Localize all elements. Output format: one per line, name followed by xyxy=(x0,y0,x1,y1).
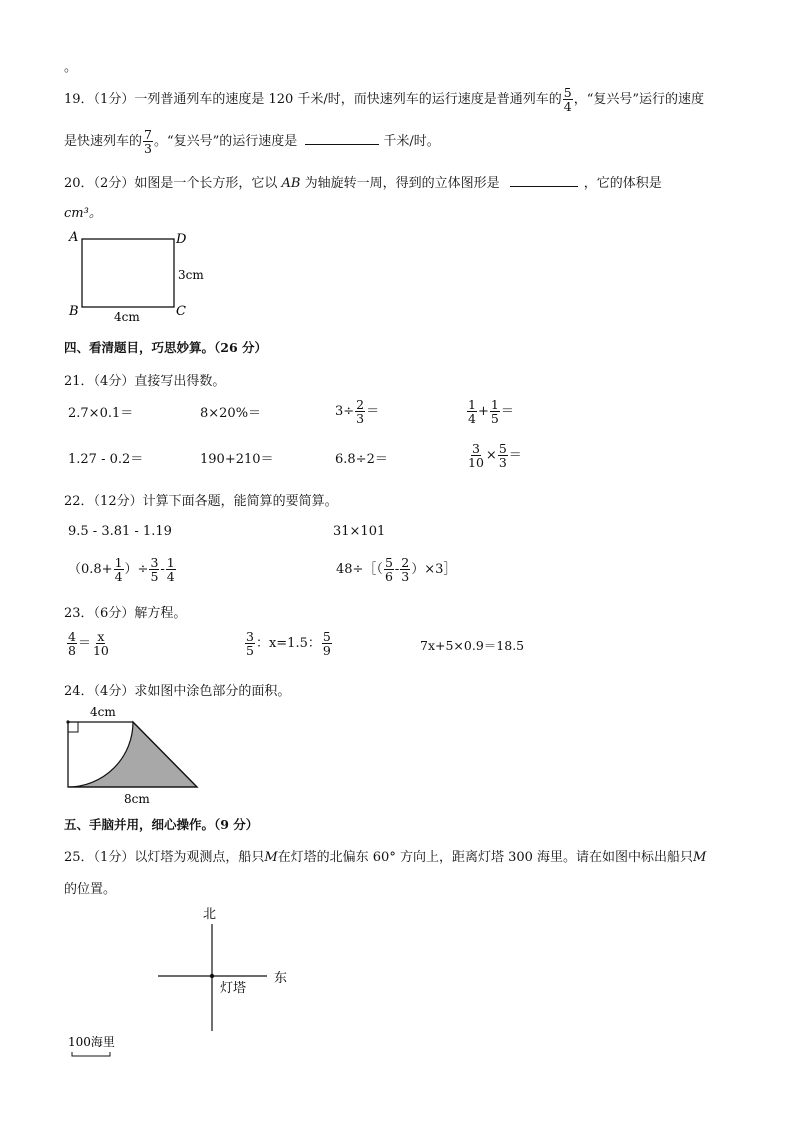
vertex-label: B xyxy=(69,304,79,319)
question-text: ，它的体积是 xyxy=(583,176,662,191)
side-length-label: 4cm xyxy=(114,310,140,324)
north-label: 北 xyxy=(203,907,217,922)
fraction: $\frac{1}{4}$ xyxy=(468,397,476,427)
fraction: $\frac{3}{5}$ xyxy=(150,555,159,585)
calc-expression: 9.5 - 3.81 - 1.19 xyxy=(68,524,172,539)
calc-item: 3÷ $\frac{2}{3}$ ＝ xyxy=(335,397,380,427)
question-number: 20． xyxy=(64,176,94,191)
question-points: （4分） xyxy=(93,374,135,389)
question-number: 21． xyxy=(64,374,94,389)
calc-item: $\frac{1}{4}$ + $\frac{1}{5}$ ＝ xyxy=(468,397,514,427)
top-length-label: 4cm xyxy=(90,705,116,719)
fraction: $\frac{1}{5}$ xyxy=(490,397,499,427)
fraction: $\frac{5}{4}$ xyxy=(563,85,572,115)
calc-expression: 48÷［（ $\frac{5}{6}$ - $\frac{2}{3}$ ）×3］ xyxy=(336,555,457,585)
vertex-label: A xyxy=(69,230,79,245)
question-text: ，“复兴号”运行的速度 xyxy=(573,92,705,108)
question-text: 如图是一个长方形，它以 xyxy=(134,176,278,191)
vertex-label: C xyxy=(176,304,186,319)
question-points: （1分） xyxy=(93,850,135,865)
fraction: $\frac{5}{6}$ xyxy=(384,555,393,585)
fraction: $\frac{7}{3}$ xyxy=(144,127,152,157)
question-20-line-1 xyxy=(64,172,662,191)
fraction: $\frac{5}{3}$ xyxy=(498,441,507,471)
unit-label: cm³。 xyxy=(64,206,102,221)
question-points: （12分） xyxy=(93,494,143,509)
question-text: 解方程。 xyxy=(134,606,187,621)
fraction: $\frac{5}{9}$ xyxy=(322,629,331,659)
stray-punctuation: 。 xyxy=(64,60,78,75)
axis-label: AB xyxy=(281,176,301,191)
center-point xyxy=(66,720,69,723)
fraction: $\frac{1}{4}$ xyxy=(114,555,123,585)
calc-item: $\frac{3}{10}$ × $\frac{5}{3}$ ＝ xyxy=(468,441,522,471)
fraction: $\frac{3}{5}$ xyxy=(246,629,254,659)
equation: $\frac{3}{5}$ ：x=1.5： $\frac{5}{9}$ xyxy=(246,629,331,659)
shaded-area-figure xyxy=(60,702,210,810)
question-24-line xyxy=(64,680,290,699)
lighthouse-label: 灯塔 xyxy=(220,981,247,996)
question-number: 23． xyxy=(64,606,94,621)
calc-expression: 31×101 xyxy=(333,524,386,539)
east-label: 东 xyxy=(274,971,288,986)
fraction: $\frac{4}{8}$ xyxy=(68,629,76,659)
calc-item: 2.7×0.1＝ xyxy=(68,406,134,421)
question-number: 19． xyxy=(64,92,94,108)
answer-blank[interactable] xyxy=(510,172,578,187)
equation: 7x+5×0.9＝18.5 xyxy=(420,638,525,653)
question-points: （6分） xyxy=(93,606,135,621)
fraction: $\frac{x}{10}$ xyxy=(92,629,109,659)
scale-label: 100海里 xyxy=(68,1035,115,1049)
scale-bar xyxy=(72,1052,110,1056)
equation: $\frac{4}{8}$ ＝ $\frac{x}{10}$ xyxy=(68,629,109,659)
question-text: 以灯塔为观测点，船只 xyxy=(134,850,265,865)
question-number: 22． xyxy=(64,494,94,509)
question-text: 一列普通列车的速度是 120 千米/时，而快速列车的运行速度是普通列车的 xyxy=(134,92,562,108)
lighthouse-point xyxy=(210,974,214,978)
fraction: $\frac{2}{3}$ xyxy=(401,555,410,585)
question-text: 求如图中涂色部分的面积。 xyxy=(134,684,291,699)
question-19-line-1 xyxy=(64,86,704,113)
question-21-line xyxy=(64,370,225,389)
question-25-line-2: 的位置。 xyxy=(64,882,117,897)
section-heading: 五、手脑并用，细心操作。（9 分） xyxy=(64,817,259,832)
question-text: 在灯塔的北偏东 60° 方向上，距离灯塔 300 海里。请在如图中标出船只 xyxy=(277,850,694,865)
question-text: 。“复兴号”的运行速度是 xyxy=(153,134,298,150)
calc-expression: （0.8+ $\frac{1}{4}$ ）÷ $\frac{3}{5}$ - $\frac{1}{4}$ xyxy=(68,555,175,585)
question-text: 千米/时。 xyxy=(383,134,440,150)
calc-item: 6.8÷2＝ xyxy=(335,452,388,467)
calc-item: 8×20%＝ xyxy=(200,406,262,421)
fraction: $\frac{3}{10}$ xyxy=(468,441,484,471)
compass-figure[interactable] xyxy=(60,900,320,1065)
question-text: 为轴旋转一周，得到的立体图形是 xyxy=(304,176,500,191)
question-23-line xyxy=(64,602,186,621)
bottom-length-label: 8cm xyxy=(124,792,150,806)
question-number: 24． xyxy=(64,684,94,699)
side-length-label: 3cm xyxy=(178,268,204,282)
rectangle-figure xyxy=(60,225,220,325)
question-points: （1分） xyxy=(93,92,135,108)
ship-label: M xyxy=(693,850,707,865)
section-heading: 四、看清题目，巧思妙算。（26 分） xyxy=(64,340,267,355)
fraction: $\frac{1}{4}$ xyxy=(166,555,175,585)
question-points: （2分） xyxy=(93,176,135,191)
right-angle-mark xyxy=(68,722,78,732)
answer-blank[interactable] xyxy=(305,130,379,145)
fraction: $\frac{2}{3}$ xyxy=(356,397,365,427)
shaded-region xyxy=(68,722,197,787)
question-number: 25． xyxy=(64,850,94,865)
vertex-label: D xyxy=(176,232,187,247)
question-points: （4分） xyxy=(93,684,135,699)
ship-label: M xyxy=(264,850,278,865)
question-25-line-1 xyxy=(64,846,706,865)
calc-item: 190+210＝ xyxy=(200,452,274,467)
question-text: 是快速列车的 xyxy=(64,134,143,150)
question-text: 计算下面各题，能简算的要简算。 xyxy=(142,494,338,509)
question-22-line xyxy=(64,490,338,509)
calc-item: 1.27 - 0.2＝ xyxy=(68,452,144,467)
question-text: 直接写出得数。 xyxy=(134,374,226,389)
question-19-line-2 xyxy=(64,128,440,155)
rectangle-shape xyxy=(82,239,174,307)
